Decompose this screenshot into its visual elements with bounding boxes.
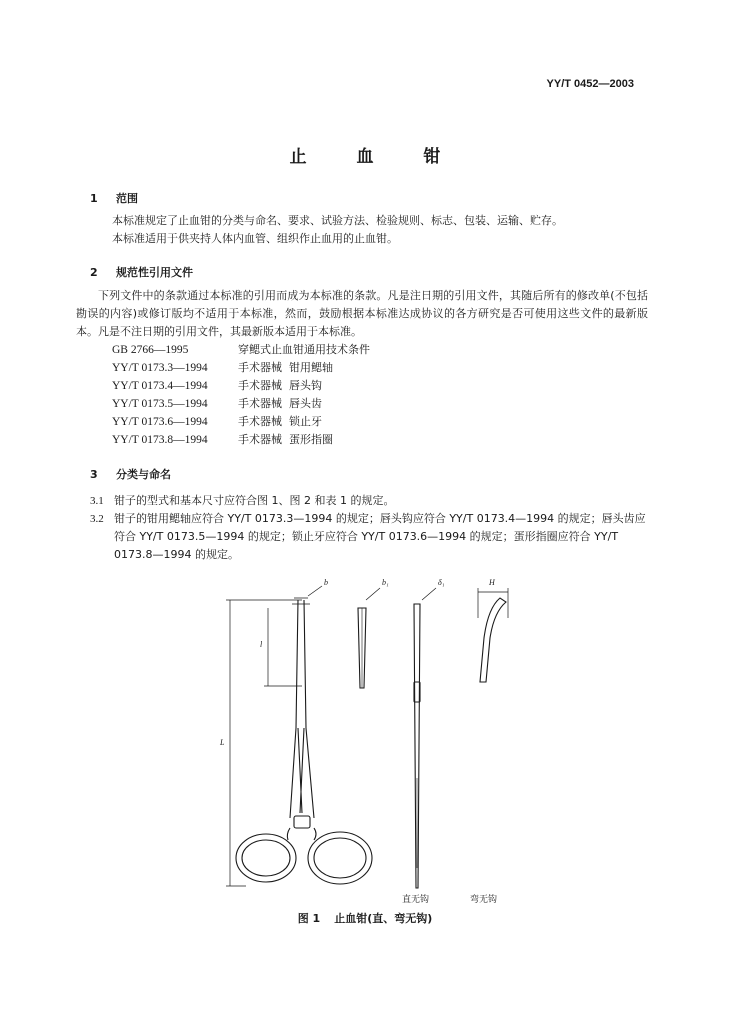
reference-code: GB 2766—1995 (112, 344, 189, 356)
dimension-label: H (489, 578, 495, 587)
reference-code: YY/T 0173.3—1994 (112, 362, 208, 374)
clause-item (90, 510, 648, 564)
reference-title: 穿鳃式止血钳通用技术条件 (238, 343, 370, 356)
reference-title: 手术器械 蛋形指圈 (238, 433, 333, 446)
clause-text: 钳子的型式和基本尺寸应符合图 1、图 2 和表 1 的规定。 (114, 494, 395, 507)
document-title: 止 血 钳 (289, 147, 463, 167)
section-title: 范围 (116, 192, 138, 205)
reference-code: YY/T 0173.5—1994 (112, 398, 208, 410)
reference-title: 手术器械 唇头钩 (238, 379, 322, 392)
reference-item (90, 341, 648, 359)
reference-code: YY/T 0173.8—1994 (112, 434, 208, 446)
scope-paragraph: 本标准适用于供夹持人体内血管、组织作止血用的止血钳。 (112, 232, 398, 245)
dimension-label: b₁ (382, 578, 389, 587)
reference-title: 手术器械 唇头齿 (238, 397, 322, 410)
figure-number: 图 1 (297, 912, 321, 925)
dimension-label: δ₁ (438, 578, 445, 587)
section-number: 3 (90, 468, 98, 481)
reference-title: 手术器械 锁止牙 (238, 415, 322, 428)
section-normative-references (76, 264, 648, 449)
section-title: 分类与命名 (116, 468, 171, 481)
reference-item (90, 413, 648, 431)
classification-items (90, 492, 648, 564)
clause-item (90, 492, 648, 510)
scope-paragraph: 本标准规定了止血钳的分类与命名、要求、试验方法、检验规则、标志、包装、运输、贮存。 (112, 214, 563, 227)
standard-code: YY/T 0452—2003 (546, 78, 634, 90)
dimension-label: b (324, 578, 328, 587)
dimension-label: L (220, 738, 225, 747)
dimension-label: l (260, 640, 263, 649)
section-number: 2 (90, 266, 98, 279)
reference-item (90, 395, 648, 413)
reference-item (90, 359, 648, 377)
reference-code: YY/T 0173.4—1994 (112, 380, 208, 392)
section-heading (90, 264, 648, 282)
section-heading (90, 190, 648, 208)
curved-label: 弯无钩 (470, 895, 498, 905)
figure-title: 止血钳(直、弯无钩) (334, 912, 433, 925)
section-classification (90, 466, 648, 484)
section-heading (90, 466, 648, 484)
section-scope (90, 190, 648, 248)
section-number: 1 (90, 192, 98, 205)
clause-number: 3.2 (90, 513, 104, 525)
figure-hemostat-drawing (190, 578, 550, 908)
reference-item (90, 431, 648, 449)
clause-number: 3.1 (90, 495, 104, 507)
section-title: 规范性引用文件 (116, 266, 193, 279)
figure-caption (0, 910, 730, 926)
reference-item (90, 377, 648, 395)
reference-code: YY/T 0173.6—1994 (112, 416, 208, 428)
references-paragraph: 下列文件中的条款通过本标准的引用而成为本标准的条款。凡是注日期的引用文件，其随后所有的修改单(不包括勘误的内容)或修订版均不适用于本标准，然而，鼓励根据本标准达成协议的各方研究是否可使用这些文件的最新版本。凡是不注日期的引用文件，其最新版本适用于本标准。 (76, 289, 648, 338)
clause-text: 钳子的钳用鳃轴应符合 YY/T 0173.3—1994 的规定；唇头钩应符合 YY/T 0173.4—1994 的规定；唇头齿应符合 YY/T 0173.5—1994 的规定；锁止牙应符合 YY/T 0173.6—1994 的规定；蛋形指圈应符合 YY/T 0173.8—1994 的规定。 (114, 512, 646, 561)
reference-title: 手术器械 钳用鳃轴 (238, 361, 333, 374)
hemostat-technical-drawing (190, 578, 550, 908)
straight-label: 直无钩 (402, 895, 430, 905)
